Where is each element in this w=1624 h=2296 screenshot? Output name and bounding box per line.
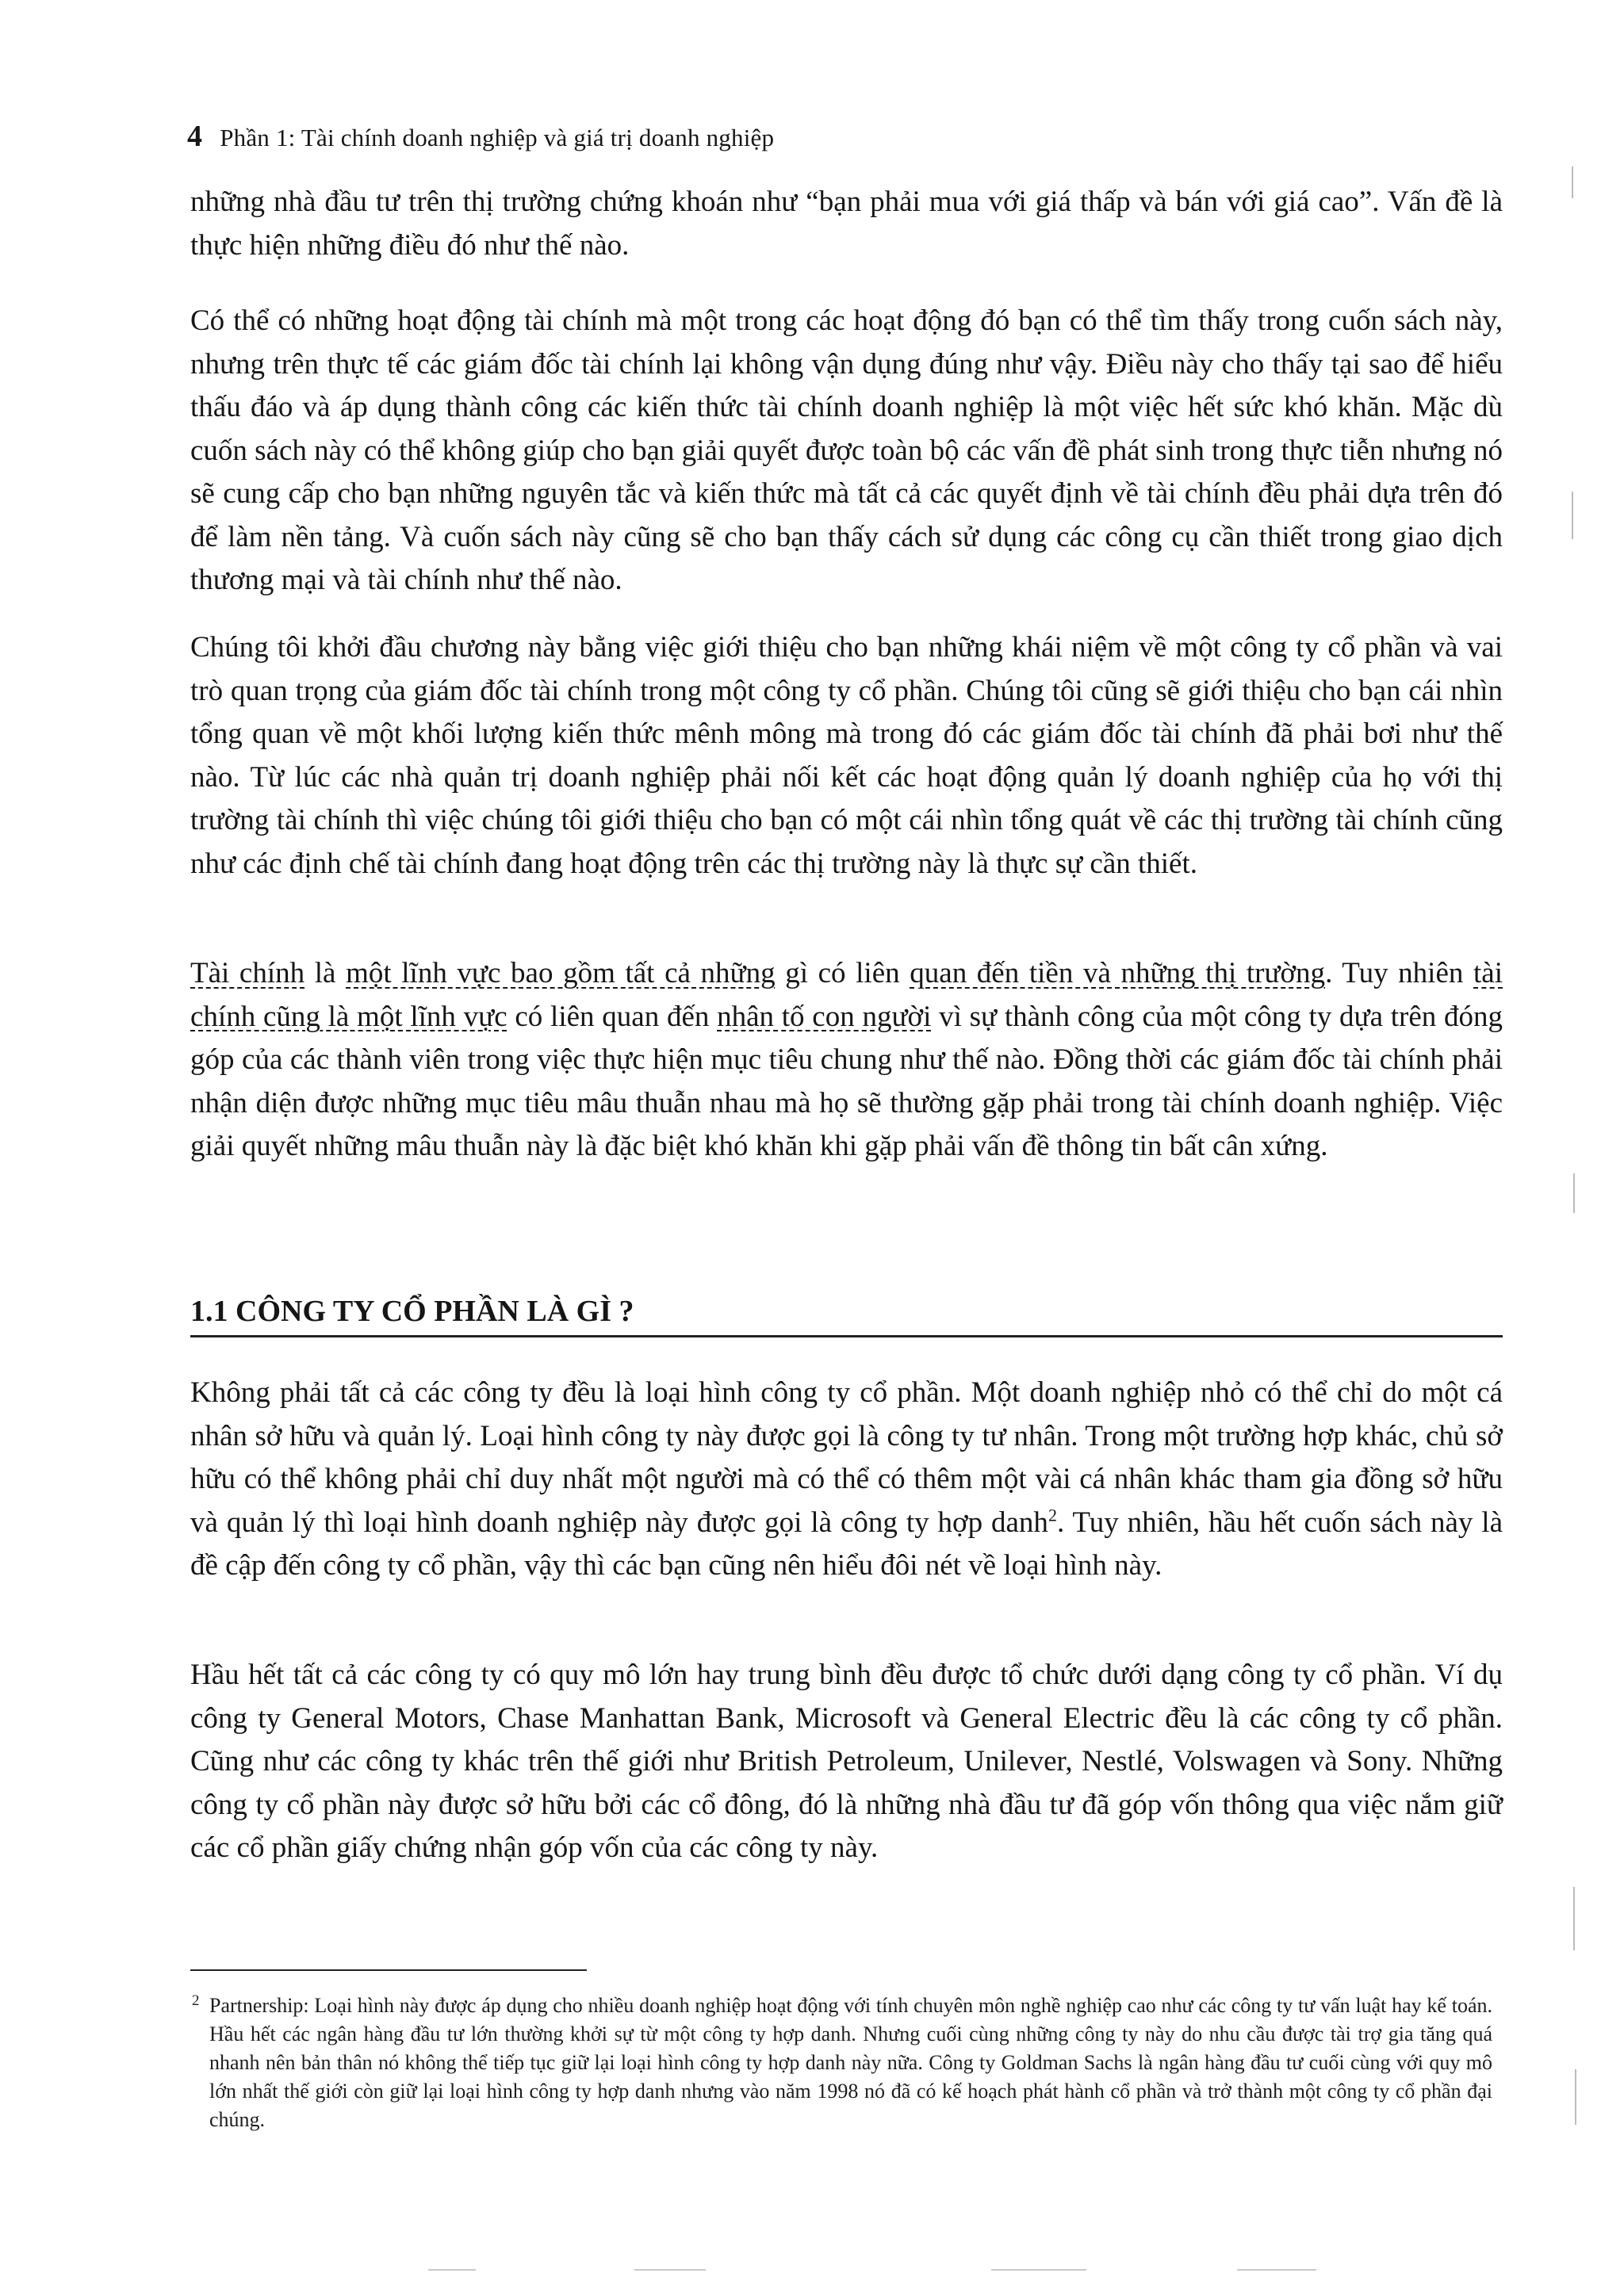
scan-artifact xyxy=(1573,1173,1575,1213)
paragraph-5 xyxy=(190,1372,1503,1588)
text-run: vì sự thành công của một công ty dựa trên đóng góp của các thành viên trong việc thực hiện mục tiêu chung như thế nào. Đồng thời các giám đốc tài chính phải nhận diện được những mục tiêu mâu thuẫn nhau mà họ sẽ thường gặp phải trong tài chính doanh nghiệp. Việc giải quyết những mâu thuẫn này là đặc biệt khó khăn khi gặp phải vấn đề thông tin bất cân xứng. xyxy=(190,1000,1503,1162)
section-heading: 1.1 CÔNG TY CỔ PHẦN LÀ GÌ ? xyxy=(190,1294,1503,1337)
paragraph-text: những nhà đầu tư trên thị trường chứng khoán như “bạn phải mua với giá thấp và bán với giá cao”. Vấn đề là thực hiện những điều đó như thế nào. xyxy=(190,186,1503,262)
paragraph-2 xyxy=(190,300,1503,603)
underlined-phrase: tài chính cũng là một lĩnh vực xyxy=(190,957,1503,1033)
scan-artifact xyxy=(1573,1887,1575,1950)
chapter-title: Phần 1: Tài chính doanh nghiệp và giá trị doanh nghiệp xyxy=(220,124,775,151)
underlined-phrase: một lĩnh vực bao gồm tất cả những xyxy=(346,957,776,989)
paragraph-intro-continued xyxy=(190,181,1503,267)
paragraph-4 xyxy=(190,952,1503,1169)
paragraph-text: Chúng tôi khởi đầu chương này bằng việc giới thiệu cho bạn những khái niệm về một công ty cổ phần và vai trò quan trọng của giám đốc tài chính trong một công ty cổ phần. Chúng tôi cũng sẽ giới thiệu cho bạn cái nhìn tổng quan về một khối lượng kiến thức mênh mông mà trong đó các giám đốc tài chính đã phải bơi như thế nào. Từ lúc các nhà quản trị doanh nghiệp phải nối kết các hoạt động quản lý doanh nghiệp của họ với thị trường tài chính thì việc chúng tôi giới thiệu cho bạn có một cái nhìn tổng quát về các thị trường tài chính cũng như các định chế tài chính đang hoạt động trên các thị trường này là thực sự cần thiết. xyxy=(190,631,1503,880)
scan-artifact xyxy=(428,2269,476,2271)
footnote-divider xyxy=(190,1969,587,1971)
scan-artifact xyxy=(1572,492,1573,539)
text-run: Không phải tất cả các công ty đều là loại hình công ty cổ phần. Một doanh nghiệp nhỏ có thể chỉ do một cá nhân sở hữu và quản lý. Loại hình công ty này được gọi là công ty tư nhân. Trong một trường hợp khác, chủ sở hữu có thể không phải chỉ duy nhất một người mà có thể có thêm một vài cá nhân khác tham gia đồng sở hữu và quản lý thì loại hình doanh nghiệp này được gọi là công ty hợp danh xyxy=(190,1376,1503,1539)
page-number: 4 xyxy=(187,120,203,153)
paragraph-text xyxy=(190,1372,1503,1588)
scan-artifact xyxy=(634,2269,706,2271)
footnote-text: Partnership: Loại hình này được áp dụng cho nhiều doanh nghiệp hoạt động với tính chuyên môn nghề nghiệp cao như các công ty tư vấn luật hay kế toán. Hầu hết các ngân hàng đầu tư lớn thường khởi sự từ một công ty hợp danh. Nhưng cuối cùng những công ty này do nhu cầu được tài trợ gia tăng quá nhanh nên bản thân nó không thể tiếp tục giữ lại loại hình công ty hợp danh này nữa. Công ty Goldman Sachs là ngân hàng đầu tư cuối cùng với quy mô lớn nhất thế giới còn giữ lại loại hình công ty hợp danh nhưng vào năm 1998 nó đã có kế hoạch phát hành cổ phần và trở thành một công ty cổ phần đại chúng. xyxy=(209,1994,1492,2131)
running-head xyxy=(187,119,774,154)
text-run: gì có liên xyxy=(775,957,910,989)
underlined-phrase: Tài chính xyxy=(190,957,305,989)
underlined-phrase: quan đến tiền và những thị trường xyxy=(910,957,1326,989)
paragraph-text: Hầu hết tất cả các công ty có quy mô lớn hay trung bình đều được tổ chức dưới dạng công ty cổ phần. Ví dụ công ty General Motors, Chase Manhattan Bank, Microsoft và General Electric đều là các công ty cổ phần. Cũng như các công ty khác trên thế giới như British Petroleum, Unilever, Nestlé, Volswagen và Sony. Những công ty cổ phần này được sở hữu bởi các cổ đông, đó là những nhà đầu tư đã góp vốn thông qua việc nắm giữ các cổ phần giấy chứng nhận góp vốn của các công ty này. xyxy=(190,1659,1503,1864)
text-run: . Tuy nhiên xyxy=(1325,957,1474,989)
text-run: có liên quan đến xyxy=(507,1000,718,1033)
text-run: . Tuy nhiên, hầu hết cuốn sách này là đề cập đến công ty cổ phần, vậy thì các bạn cũng nên hiểu đôi nét về loại hình này. xyxy=(190,1506,1503,1582)
scan-artifact xyxy=(1237,2269,1316,2271)
underlined-phrase: nhân tố con người xyxy=(717,1000,932,1033)
scan-artifact xyxy=(1575,2069,1576,2125)
paragraph-text: Có thể có những hoạt động tài chính mà một trong các hoạt động đó bạn có thể tìm thấy trong cuốn sách này, nhưng trên thực tế các giám đốc tài chính lại không vận dụng đúng như vậy. Điều này cho thấy tại sao để hiểu thấu đáo và áp dụng thành công các kiến thức tài chính doanh nghiệp là một việc hết sức khó khăn. Mặc dù cuốn sách này có thể không giúp cho bạn giải quyết được toàn bộ các vấn đề phát sinh trong thực tiễn nhưng nó sẽ cung cấp cho bạn những nguyên tắc và kiến thức mà tất cả các quyết định về tài chính đều phải dựa trên đó để làm nền tảng. Và cuốn sách này cũng sẽ cho bạn thấy cách sử dụng các công cụ cần thiết trong giao dịch thương mại và tài chính như thế nào. xyxy=(190,304,1503,596)
paragraph-3 xyxy=(190,626,1503,886)
text-run: là xyxy=(304,957,347,989)
footnote-reference[interactable]: 2 xyxy=(1048,1505,1057,1525)
scan-artifact xyxy=(1572,166,1573,198)
footnote-mark: 2 xyxy=(192,1992,200,2009)
footnote xyxy=(192,1992,1492,2134)
scan-artifact xyxy=(991,2269,1086,2271)
paragraph-6 xyxy=(190,1654,1503,1870)
paragraph-text xyxy=(190,952,1503,1169)
